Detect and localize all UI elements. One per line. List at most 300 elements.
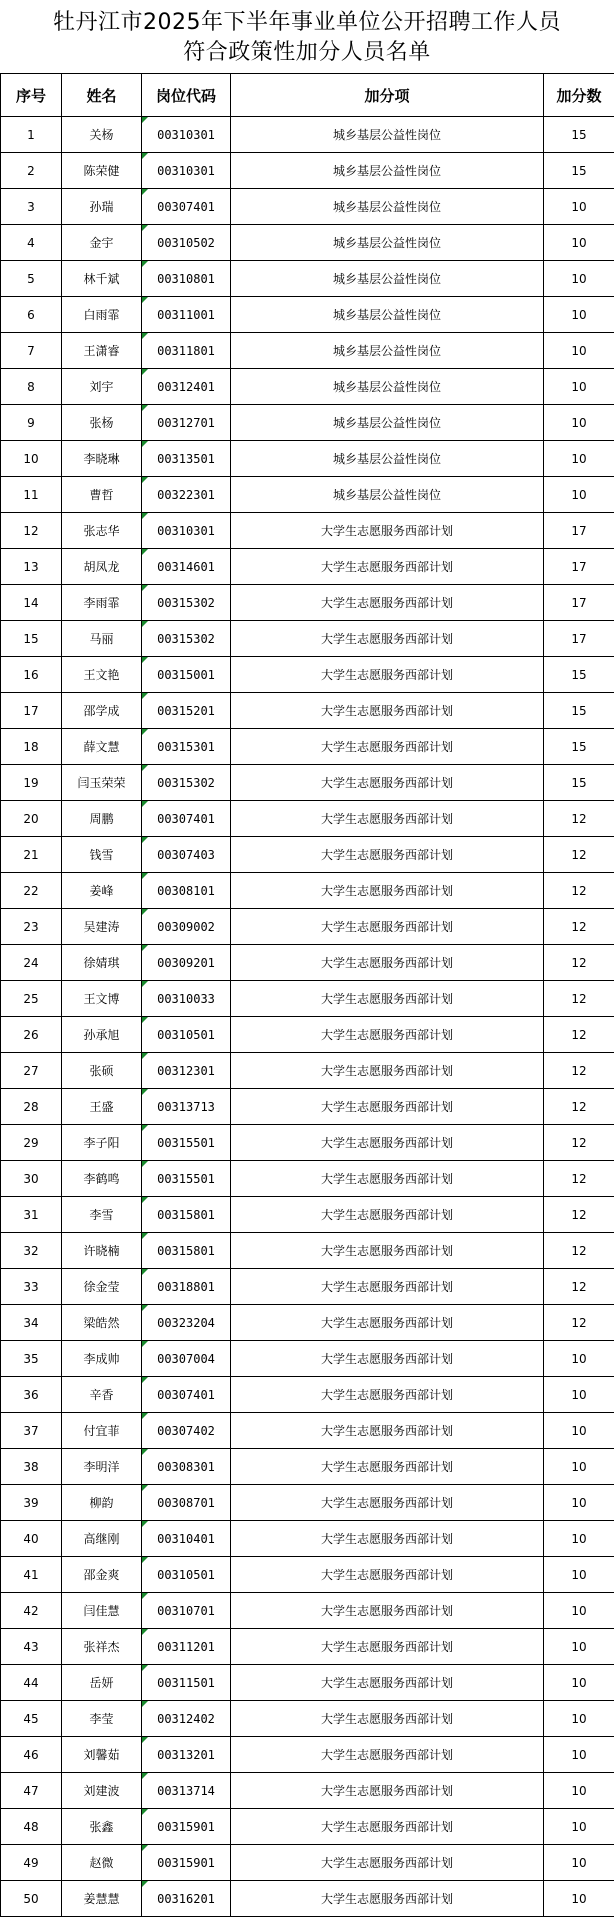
header-bonus-points: 加分数 [544, 74, 614, 117]
cell-seq: 20 [1, 801, 62, 837]
cell-bonus-item: 大学生志愿服务西部计划 [231, 1485, 544, 1521]
cell-bonus-item: 大学生志愿服务西部计划 [231, 1521, 544, 1557]
table-row [1, 117, 614, 153]
cell-seq: 39 [1, 1485, 62, 1521]
cell-name: 陈荣健 [62, 153, 142, 189]
cell-bonus-item: 大学生志愿服务西部计划 [231, 1089, 544, 1125]
table-row [1, 693, 614, 729]
cell-seq: 22 [1, 873, 62, 909]
table-row [1, 981, 614, 1017]
cell-position-code: 00323204 [142, 1305, 231, 1341]
cell-name: 李鹤鸣 [62, 1161, 142, 1197]
cell-seq: 46 [1, 1737, 62, 1773]
cell-bonus-item: 大学生志愿服务西部计划 [231, 657, 544, 693]
cell-bonus-points: 10 [544, 1881, 614, 1917]
cell-position-code: 00315901 [142, 1845, 231, 1881]
cell-bonus-item: 大学生志愿服务西部计划 [231, 1701, 544, 1737]
cell-bonus-points: 10 [544, 225, 614, 261]
cell-position-code: 00318801 [142, 1269, 231, 1305]
cell-seq: 30 [1, 1161, 62, 1197]
cell-position-code: 00322301 [142, 477, 231, 513]
cell-seq: 5 [1, 261, 62, 297]
table-row [1, 261, 614, 297]
table-row [1, 153, 614, 189]
cell-position-code: 00310033 [142, 981, 231, 1017]
cell-bonus-points: 12 [544, 945, 614, 981]
cell-bonus-item: 大学生志愿服务西部计划 [231, 621, 544, 657]
cell-name: 柳韵 [62, 1485, 142, 1521]
cell-seq: 48 [1, 1809, 62, 1845]
cell-seq: 6 [1, 297, 62, 333]
cell-name: 高继刚 [62, 1521, 142, 1557]
cell-position-code: 00309201 [142, 945, 231, 981]
cell-position-code: 00310501 [142, 1557, 231, 1593]
table-body [1, 117, 614, 1917]
cell-bonus-item: 大学生志愿服务西部计划 [231, 1377, 544, 1413]
cell-name: 林千斌 [62, 261, 142, 297]
cell-seq: 37 [1, 1413, 62, 1449]
cell-seq: 36 [1, 1377, 62, 1413]
cell-bonus-item: 大学生志愿服务西部计划 [231, 981, 544, 1017]
cell-bonus-item: 城乡基层公益性岗位 [231, 405, 544, 441]
cell-position-code: 00310701 [142, 1593, 231, 1629]
cell-seq: 23 [1, 909, 62, 945]
cell-bonus-points: 10 [544, 1413, 614, 1449]
cell-bonus-item: 大学生志愿服务西部计划 [231, 693, 544, 729]
table-row [1, 225, 614, 261]
cell-seq: 38 [1, 1449, 62, 1485]
cell-name: 李雨霏 [62, 585, 142, 621]
cell-name: 胡凤龙 [62, 549, 142, 585]
cell-name: 李子阳 [62, 1125, 142, 1161]
cell-bonus-points: 15 [544, 153, 614, 189]
cell-seq: 32 [1, 1233, 62, 1269]
cell-seq: 4 [1, 225, 62, 261]
cell-name: 王盛 [62, 1089, 142, 1125]
cell-name: 闫玉荣荣 [62, 765, 142, 801]
cell-bonus-item: 城乡基层公益性岗位 [231, 369, 544, 405]
cell-position-code: 00315801 [142, 1197, 231, 1233]
cell-bonus-item: 大学生志愿服务西部计划 [231, 1413, 544, 1449]
cell-position-code: 00307402 [142, 1413, 231, 1449]
cell-position-code: 00310301 [142, 153, 231, 189]
cell-position-code: 00311001 [142, 297, 231, 333]
cell-bonus-item: 城乡基层公益性岗位 [231, 477, 544, 513]
cell-seq: 15 [1, 621, 62, 657]
cell-bonus-item: 城乡基层公益性岗位 [231, 261, 544, 297]
cell-position-code: 00313714 [142, 1773, 231, 1809]
table-row [1, 405, 614, 441]
cell-position-code: 00312402 [142, 1701, 231, 1737]
cell-bonus-item: 大学生志愿服务西部计划 [231, 1053, 544, 1089]
cell-bonus-points: 10 [544, 1593, 614, 1629]
table-row [1, 1053, 614, 1089]
cell-name: 李明洋 [62, 1449, 142, 1485]
header-position-code: 岗位代码 [142, 74, 231, 117]
cell-seq: 40 [1, 1521, 62, 1557]
cell-seq: 29 [1, 1125, 62, 1161]
cell-name: 王潇睿 [62, 333, 142, 369]
cell-bonus-points: 10 [544, 1737, 614, 1773]
cell-position-code: 00315302 [142, 765, 231, 801]
cell-bonus-item: 大学生志愿服务西部计划 [231, 1809, 544, 1845]
cell-name: 姜峰 [62, 873, 142, 909]
cell-bonus-points: 17 [544, 585, 614, 621]
cell-name: 邵学成 [62, 693, 142, 729]
cell-position-code: 00307401 [142, 801, 231, 837]
cell-name: 王文艳 [62, 657, 142, 693]
cell-position-code: 00308101 [142, 873, 231, 909]
cell-name: 关杨 [62, 117, 142, 153]
title-line-1: 牡丹江市2025年下半年事业单位公开招聘工作人员 [53, 9, 561, 35]
cell-position-code: 00315901 [142, 1809, 231, 1845]
cell-bonus-item: 大学生志愿服务西部计划 [231, 729, 544, 765]
table-row [1, 1089, 614, 1125]
cell-name: 李晓琳 [62, 441, 142, 477]
table-row [1, 1125, 614, 1161]
cell-name: 金宇 [62, 225, 142, 261]
cell-name: 许晓楠 [62, 1233, 142, 1269]
cell-seq: 42 [1, 1593, 62, 1629]
table-row [1, 945, 614, 981]
cell-bonus-item: 城乡基层公益性岗位 [231, 117, 544, 153]
cell-name: 张杨 [62, 405, 142, 441]
table-row [1, 1773, 614, 1809]
cell-bonus-points: 10 [544, 297, 614, 333]
cell-bonus-item: 大学生志愿服务西部计划 [231, 1665, 544, 1701]
table-row [1, 1017, 614, 1053]
cell-bonus-points: 12 [544, 873, 614, 909]
cell-bonus-item: 城乡基层公益性岗位 [231, 333, 544, 369]
cell-seq: 13 [1, 549, 62, 585]
cell-seq: 9 [1, 405, 62, 441]
cell-name: 白雨霏 [62, 297, 142, 333]
cell-name: 刘建波 [62, 1773, 142, 1809]
cell-bonus-points: 10 [544, 477, 614, 513]
table-row [1, 1341, 614, 1377]
cell-bonus-points: 12 [544, 1233, 614, 1269]
table-row [1, 333, 614, 369]
cell-seq: 35 [1, 1341, 62, 1377]
cell-position-code: 00307401 [142, 1377, 231, 1413]
table-row [1, 189, 614, 225]
cell-name: 刘馨茹 [62, 1737, 142, 1773]
cell-seq: 21 [1, 837, 62, 873]
cell-bonus-points: 10 [544, 1341, 614, 1377]
cell-position-code: 00315001 [142, 657, 231, 693]
cell-name: 李成帅 [62, 1341, 142, 1377]
cell-bonus-item: 大学生志愿服务西部计划 [231, 1161, 544, 1197]
table-row [1, 909, 614, 945]
cell-name: 周鹏 [62, 801, 142, 837]
cell-bonus-item: 大学生志愿服务西部计划 [231, 1629, 544, 1665]
cell-bonus-item: 大学生志愿服务西部计划 [231, 837, 544, 873]
cell-bonus-points: 17 [544, 621, 614, 657]
cell-seq: 16 [1, 657, 62, 693]
cell-bonus-points: 12 [544, 1305, 614, 1341]
cell-position-code: 00315302 [142, 621, 231, 657]
cell-bonus-points: 10 [544, 1665, 614, 1701]
table-row [1, 1485, 614, 1521]
cell-name: 张硕 [62, 1053, 142, 1089]
cell-name: 徐金莹 [62, 1269, 142, 1305]
cell-bonus-item: 城乡基层公益性岗位 [231, 153, 544, 189]
cell-seq: 12 [1, 513, 62, 549]
cell-bonus-item: 大学生志愿服务西部计划 [231, 513, 544, 549]
table-row [1, 477, 614, 513]
table-row [1, 369, 614, 405]
cell-bonus-item: 大学生志愿服务西部计划 [231, 873, 544, 909]
cell-bonus-points: 12 [544, 1197, 614, 1233]
table-row [1, 1305, 614, 1341]
cell-name: 邵金爽 [62, 1557, 142, 1593]
table-header-row [1, 74, 614, 117]
cell-bonus-item: 大学生志愿服务西部计划 [231, 765, 544, 801]
cell-name: 梁皓然 [62, 1305, 142, 1341]
cell-bonus-item: 大学生志愿服务西部计划 [231, 909, 544, 945]
cell-bonus-points: 12 [544, 837, 614, 873]
cell-bonus-item: 大学生志愿服务西部计划 [231, 1593, 544, 1629]
table-row [1, 513, 614, 549]
table-row [1, 729, 614, 765]
cell-bonus-points: 10 [544, 1377, 614, 1413]
cell-position-code: 00312301 [142, 1053, 231, 1089]
table-row [1, 1521, 614, 1557]
header-name: 姓名 [62, 74, 142, 117]
table-row [1, 585, 614, 621]
table-row [1, 1665, 614, 1701]
cell-name: 孙瑞 [62, 189, 142, 225]
cell-bonus-points: 10 [544, 1521, 614, 1557]
cell-position-code: 00311501 [142, 1665, 231, 1701]
cell-name: 辛香 [62, 1377, 142, 1413]
cell-bonus-points: 12 [544, 1089, 614, 1125]
table-row [1, 1269, 614, 1305]
cell-bonus-points: 12 [544, 1017, 614, 1053]
cell-name: 姜慧慧 [62, 1881, 142, 1917]
cell-bonus-points: 12 [544, 981, 614, 1017]
cell-name: 闫佳慧 [62, 1593, 142, 1629]
cell-bonus-item: 大学生志愿服务西部计划 [231, 1845, 544, 1881]
cell-bonus-points: 12 [544, 1125, 614, 1161]
cell-bonus-points: 15 [544, 693, 614, 729]
cell-bonus-item: 大学生志愿服务西部计划 [231, 801, 544, 837]
cell-name: 付宜菲 [62, 1413, 142, 1449]
title-line-2: 符合政策性加分人员名单 [183, 39, 431, 65]
table-row [1, 1377, 614, 1413]
cell-seq: 18 [1, 729, 62, 765]
cell-bonus-points: 10 [544, 1809, 614, 1845]
cell-seq: 17 [1, 693, 62, 729]
cell-bonus-points: 15 [544, 729, 614, 765]
cell-name: 孙承旭 [62, 1017, 142, 1053]
cell-seq: 1 [1, 117, 62, 153]
cell-position-code: 00308301 [142, 1449, 231, 1485]
cell-position-code: 00312401 [142, 369, 231, 405]
cell-position-code: 00307403 [142, 837, 231, 873]
table-row [1, 1629, 614, 1665]
applicant-table [0, 73, 614, 1917]
cell-bonus-points: 17 [544, 513, 614, 549]
cell-position-code: 00315501 [142, 1161, 231, 1197]
cell-seq: 10 [1, 441, 62, 477]
table-row [1, 549, 614, 585]
cell-bonus-points: 10 [544, 1845, 614, 1881]
cell-name: 马丽 [62, 621, 142, 657]
cell-bonus-item: 大学生志愿服务西部计划 [231, 1305, 544, 1341]
cell-bonus-points: 15 [544, 117, 614, 153]
cell-name: 吴建涛 [62, 909, 142, 945]
document-title [0, 0, 614, 73]
table-row [1, 1413, 614, 1449]
cell-seq: 11 [1, 477, 62, 513]
cell-bonus-points: 10 [544, 441, 614, 477]
cell-name: 曹哲 [62, 477, 142, 513]
cell-position-code: 00310401 [142, 1521, 231, 1557]
cell-bonus-points: 12 [544, 1161, 614, 1197]
cell-bonus-item: 大学生志愿服务西部计划 [231, 585, 544, 621]
cell-position-code: 00310501 [142, 1017, 231, 1053]
table-row [1, 441, 614, 477]
table-row [1, 657, 614, 693]
table-row [1, 1449, 614, 1485]
cell-bonus-item: 大学生志愿服务西部计划 [231, 549, 544, 585]
cell-position-code: 00309002 [142, 909, 231, 945]
cell-seq: 8 [1, 369, 62, 405]
cell-seq: 41 [1, 1557, 62, 1593]
cell-seq: 50 [1, 1881, 62, 1917]
cell-seq: 19 [1, 765, 62, 801]
cell-position-code: 00314601 [142, 549, 231, 585]
cell-bonus-item: 大学生志愿服务西部计划 [231, 1773, 544, 1809]
cell-position-code: 00316201 [142, 1881, 231, 1917]
cell-position-code: 00315301 [142, 729, 231, 765]
cell-seq: 2 [1, 153, 62, 189]
cell-seq: 7 [1, 333, 62, 369]
table-row [1, 1557, 614, 1593]
cell-bonus-points: 10 [544, 369, 614, 405]
cell-name: 张志华 [62, 513, 142, 549]
cell-bonus-item: 大学生志愿服务西部计划 [231, 1197, 544, 1233]
table-row [1, 1161, 614, 1197]
table-row [1, 1737, 614, 1773]
cell-bonus-item: 大学生志愿服务西部计划 [231, 1269, 544, 1305]
cell-bonus-points: 17 [544, 549, 614, 585]
cell-bonus-points: 12 [544, 909, 614, 945]
cell-position-code: 00310301 [142, 513, 231, 549]
cell-bonus-points: 10 [544, 1701, 614, 1737]
cell-name: 刘宇 [62, 369, 142, 405]
cell-seq: 27 [1, 1053, 62, 1089]
cell-seq: 25 [1, 981, 62, 1017]
cell-bonus-points: 10 [544, 189, 614, 225]
cell-bonus-points: 10 [544, 1485, 614, 1521]
cell-position-code: 00315801 [142, 1233, 231, 1269]
cell-bonus-points: 10 [544, 1449, 614, 1485]
cell-bonus-points: 10 [544, 1629, 614, 1665]
cell-bonus-points: 12 [544, 801, 614, 837]
cell-bonus-item: 大学生志愿服务西部计划 [231, 1737, 544, 1773]
cell-position-code: 00307401 [142, 189, 231, 225]
cell-bonus-item: 大学生志愿服务西部计划 [231, 1881, 544, 1917]
cell-bonus-points: 10 [544, 1557, 614, 1593]
cell-seq: 49 [1, 1845, 62, 1881]
cell-position-code: 00307004 [142, 1341, 231, 1377]
cell-bonus-points: 12 [544, 1269, 614, 1305]
cell-seq: 45 [1, 1701, 62, 1737]
table-row [1, 765, 614, 801]
cell-bonus-item: 城乡基层公益性岗位 [231, 225, 544, 261]
cell-position-code: 00308701 [142, 1485, 231, 1521]
cell-seq: 14 [1, 585, 62, 621]
cell-seq: 24 [1, 945, 62, 981]
cell-bonus-item: 城乡基层公益性岗位 [231, 441, 544, 477]
table-row [1, 1701, 614, 1737]
cell-seq: 3 [1, 189, 62, 225]
cell-bonus-points: 10 [544, 333, 614, 369]
cell-name: 薛文慧 [62, 729, 142, 765]
cell-bonus-item: 大学生志愿服务西部计划 [231, 1557, 544, 1593]
cell-name: 张鑫 [62, 1809, 142, 1845]
cell-position-code: 00313201 [142, 1737, 231, 1773]
cell-name: 赵微 [62, 1845, 142, 1881]
cell-position-code: 00310301 [142, 117, 231, 153]
cell-bonus-points: 10 [544, 405, 614, 441]
header-seq: 序号 [1, 74, 62, 117]
table-row [1, 1197, 614, 1233]
table-row [1, 1881, 614, 1917]
table-row [1, 297, 614, 333]
table-row [1, 1233, 614, 1269]
cell-bonus-item: 大学生志愿服务西部计划 [231, 1017, 544, 1053]
cell-seq: 28 [1, 1089, 62, 1125]
cell-bonus-item: 城乡基层公益性岗位 [231, 297, 544, 333]
header-bonus-item: 加分项 [231, 74, 544, 117]
cell-name: 岳妍 [62, 1665, 142, 1701]
cell-seq: 31 [1, 1197, 62, 1233]
cell-bonus-item: 大学生志愿服务西部计划 [231, 1449, 544, 1485]
table-row [1, 837, 614, 873]
table-row [1, 621, 614, 657]
table-row [1, 1593, 614, 1629]
cell-position-code: 00315501 [142, 1125, 231, 1161]
cell-bonus-points: 10 [544, 261, 614, 297]
table-row [1, 1809, 614, 1845]
cell-bonus-item: 大学生志愿服务西部计划 [231, 1341, 544, 1377]
cell-seq: 34 [1, 1305, 62, 1341]
cell-name: 张祥杰 [62, 1629, 142, 1665]
cell-name: 李莹 [62, 1701, 142, 1737]
cell-seq: 26 [1, 1017, 62, 1053]
cell-bonus-points: 10 [544, 1773, 614, 1809]
cell-seq: 47 [1, 1773, 62, 1809]
cell-position-code: 00312701 [142, 405, 231, 441]
cell-position-code: 00315302 [142, 585, 231, 621]
table-row [1, 801, 614, 837]
cell-position-code: 00311801 [142, 333, 231, 369]
cell-position-code: 00313501 [142, 441, 231, 477]
cell-name: 钱雪 [62, 837, 142, 873]
cell-position-code: 00310801 [142, 261, 231, 297]
cell-seq: 33 [1, 1269, 62, 1305]
cell-position-code: 00311201 [142, 1629, 231, 1665]
cell-position-code: 00313713 [142, 1089, 231, 1125]
cell-name: 王文博 [62, 981, 142, 1017]
cell-bonus-item: 大学生志愿服务西部计划 [231, 1233, 544, 1269]
cell-name: 李雪 [62, 1197, 142, 1233]
table-row [1, 873, 614, 909]
cell-bonus-points: 15 [544, 765, 614, 801]
